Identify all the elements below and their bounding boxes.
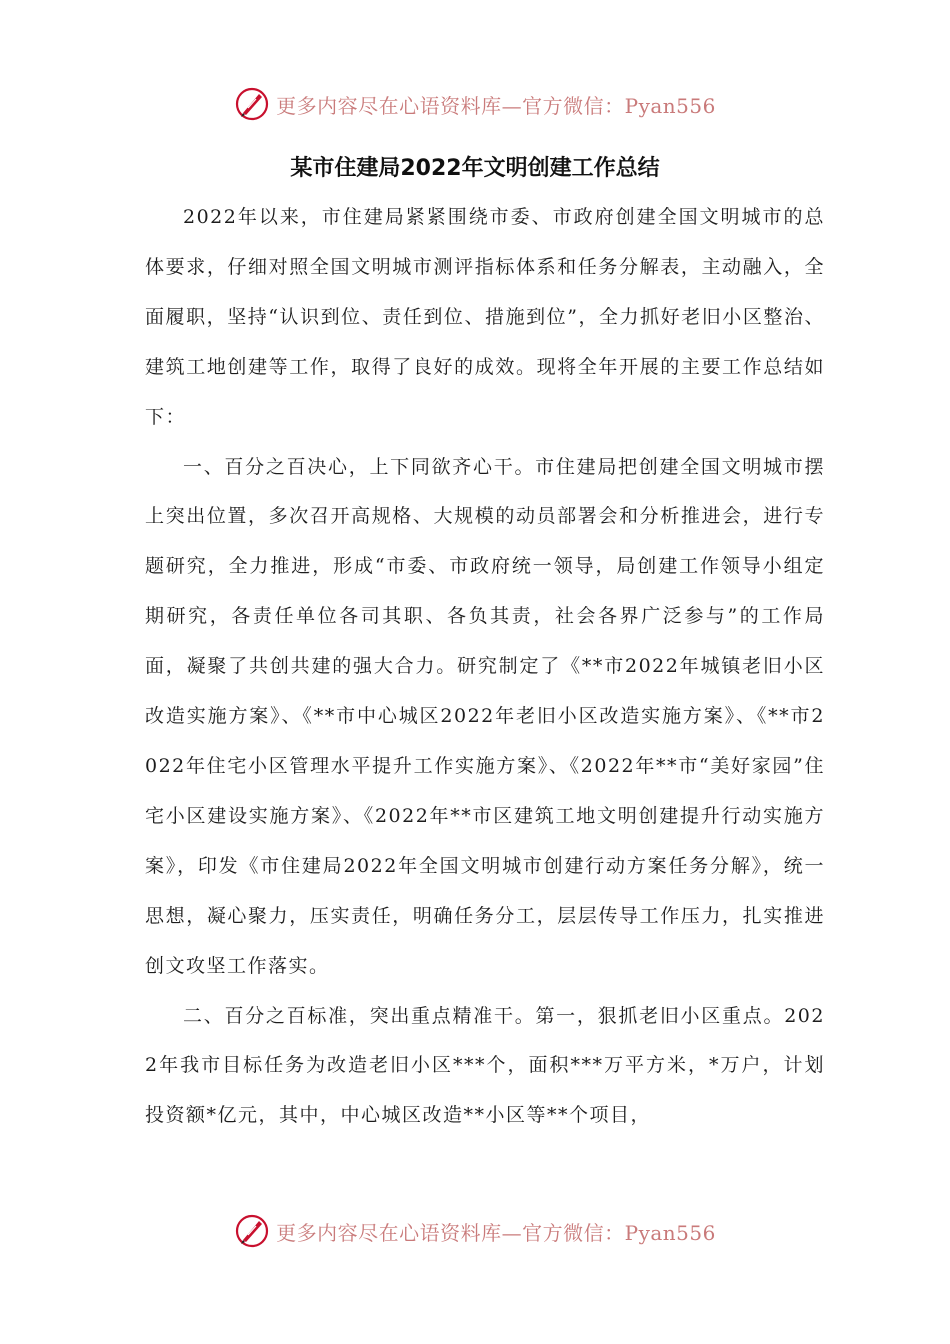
quill-pen-logo-icon bbox=[234, 1213, 270, 1249]
quill-pen-logo-icon bbox=[234, 86, 270, 122]
watermark-footer bbox=[0, 1211, 950, 1251]
watermark-header bbox=[0, 84, 950, 124]
watermark-text: 更多内容尽在心语资料库—官方微信：Pyan556 bbox=[276, 1220, 716, 1245]
paragraph-section-one: 一、百分之百决心，上下同欲齐心干。市住建局把创建全国文明城市摆上突出位置，多次召开高规格、大规模的动员部署会和分析推进会，进行专题研究，全力推进，形成“市委、市政府统一领导，局创建工作领导小组定期研究，各责任单位各司其职、各负其责，社会各界广泛参与”的工作局面，凝聚了共创共建的强大合力。研究制定了《**市2022年城镇老旧小区改造实施方案》、《**市中心城区2022年老旧小区改造实施方案》、《**市2022年住宅小区管理水平提升工作实施方案》、《2022年**市“美好家园”住宅小区建设实施方案》、《2022年**市区建筑工地文明创建提升行动实施方案》，印发《市住建局2022年全国文明城市创建行动方案任务分解》，统一思想，凝心聚力，压实责任，明确任务分工，层层传导工作压力，扎实推进创文攻坚工作落实。 bbox=[145, 455, 825, 977]
watermark-text: 更多内容尽在心语资料库—官方微信：Pyan556 bbox=[276, 93, 716, 118]
paragraph-intro: 2022年以来，市住建局紧紧围绕市委、市政府创建全国文明城市的总体要求，仔细对照全国文明城市测评指标体系和任务分解表，主动融入，全面履职，坚持“认识到位、责任到位、措施到位”，全力抓好老旧小区整治、建筑工地创建等工作，取得了良好的成效。现将全年开展的主要工作总结如下： bbox=[145, 206, 825, 428]
document-body bbox=[145, 193, 825, 1141]
document-title: 某市住建局2022年文明创建工作总结 bbox=[290, 156, 660, 181]
paragraph-section-two: 二、百分之百标准，突出重点精准干。第一，狠抓老旧小区重点。2022年我市目标任务为改造老旧小区***个，面积***万平方米，*万户，计划投资额*亿元，其中，中心城区改造**小区等**个项目， bbox=[145, 1004, 825, 1127]
